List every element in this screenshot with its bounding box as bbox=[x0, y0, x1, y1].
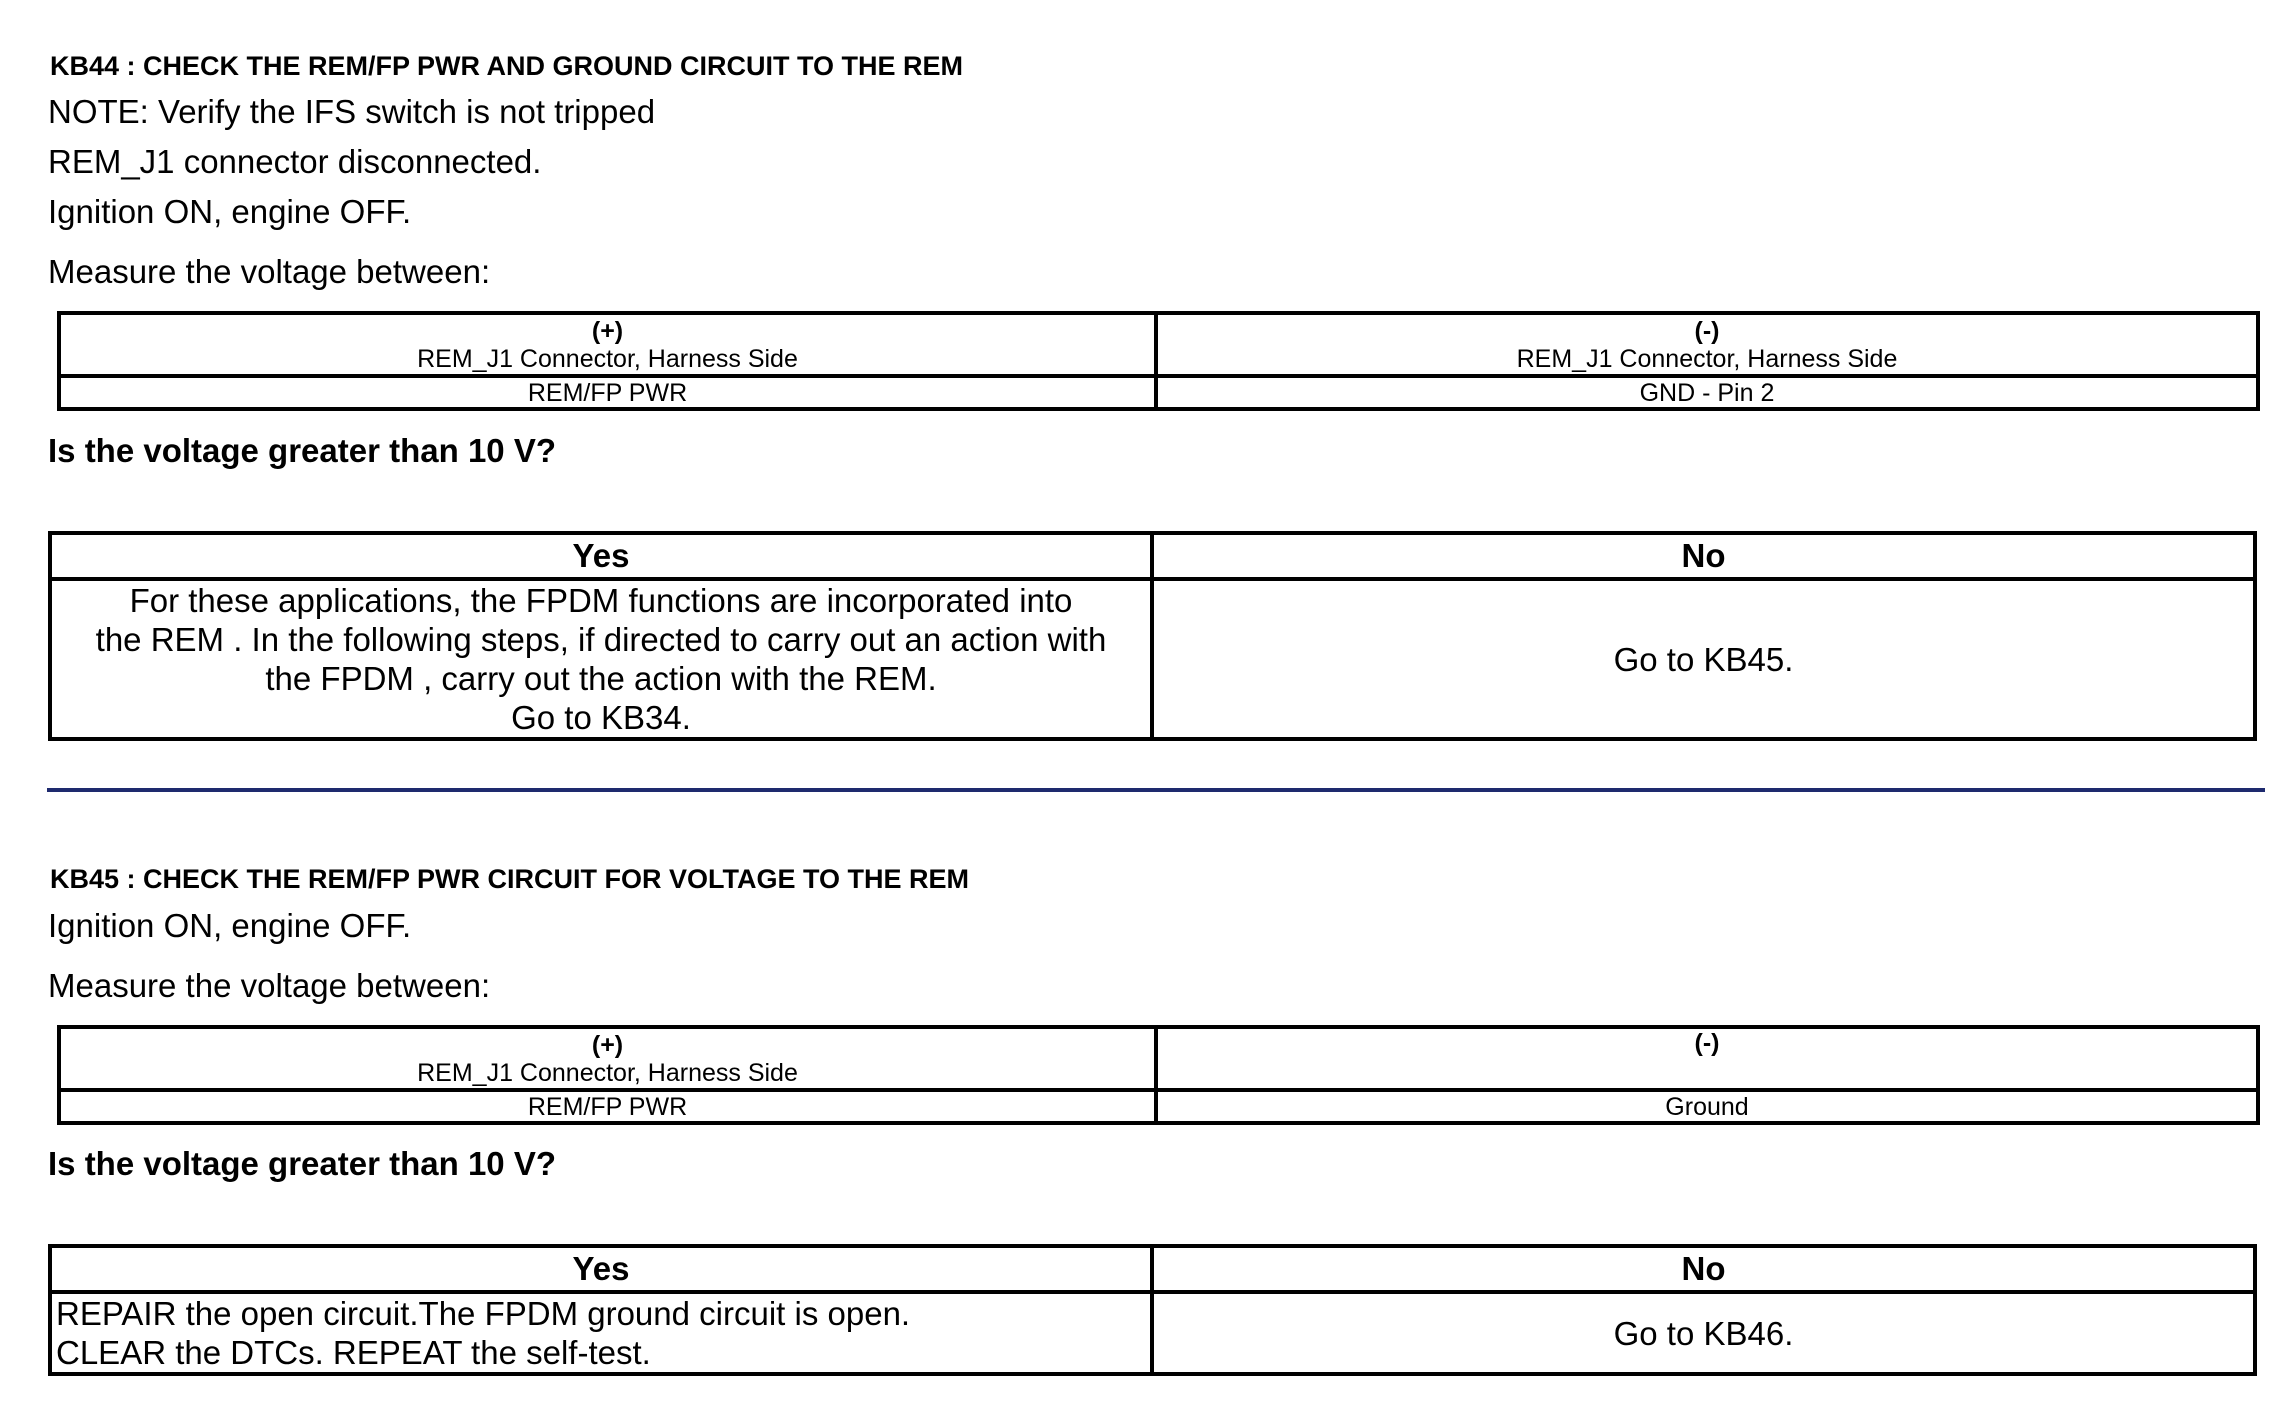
measure-table-kb44 bbox=[57, 311, 2260, 411]
negative-header-cell bbox=[1156, 1027, 2258, 1090]
positive-header-cell bbox=[59, 1027, 1156, 1090]
negative-sign: (-) bbox=[1694, 316, 1720, 345]
no-result: Go to KB45. bbox=[1152, 579, 2255, 739]
yes-header: Yes bbox=[50, 533, 1152, 579]
negative-value: GND - Pin 2 bbox=[1156, 376, 2258, 409]
negative-value: Ground bbox=[1156, 1090, 2258, 1123]
instruction-line: Ignition ON, engine OFF. bbox=[48, 907, 412, 944]
result-table-kb44 bbox=[48, 531, 2257, 741]
section-divider bbox=[47, 788, 2265, 792]
instruction-line: Ignition ON, engine OFF. bbox=[48, 193, 412, 230]
measure-label: Measure the voltage between: bbox=[48, 253, 491, 290]
positive-value: REM/FP PWR bbox=[59, 376, 1156, 409]
positive-sign: (+) bbox=[591, 316, 624, 345]
negative-header-cell bbox=[1156, 313, 2258, 376]
yes-header: Yes bbox=[50, 1246, 1152, 1292]
positive-location: REM_J1 Connector, Harness Side bbox=[417, 344, 798, 373]
no-header: No bbox=[1152, 533, 2255, 579]
measure-label: Measure the voltage between: bbox=[48, 967, 491, 1004]
positive-header-cell bbox=[59, 313, 1156, 376]
result-table-kb45 bbox=[48, 1244, 2257, 1376]
question: Is the voltage greater than 10 V? bbox=[48, 1145, 556, 1182]
yes-result: REPAIR the open circuit.The FPDM ground circuit is open. CLEAR the DTCs. REPEAT the self-test. bbox=[50, 1292, 1152, 1374]
negative-sign: (-) bbox=[1694, 1029, 1720, 1057]
positive-value: REM/FP PWR bbox=[59, 1090, 1156, 1123]
measure-table-kb45 bbox=[57, 1025, 2260, 1125]
section-title-kb45: KB45 : CHECK THE REM/FP PWR CIRCUIT FOR VOLTAGE TO THE REM bbox=[50, 864, 970, 894]
positive-sign: (+) bbox=[591, 1030, 624, 1059]
instruction-line: NOTE: Verify the IFS switch is not tripped bbox=[48, 93, 656, 130]
no-header: No bbox=[1152, 1246, 2255, 1292]
no-result: Go to KB46. bbox=[1152, 1292, 2255, 1374]
negative-location: REM_J1 Connector, Harness Side bbox=[1516, 344, 1898, 373]
question: Is the voltage greater than 10 V? bbox=[48, 432, 556, 469]
section-title-kb44: KB44 : CHECK THE REM/FP PWR AND GROUND CIRCUIT TO THE REM bbox=[50, 51, 964, 81]
yes-result: For these applications, the FPDM functions are incorporated into the REM . In the following steps, if directed to carry out an action with the FPDM , carry out the action with the REM. Go to KB34. bbox=[50, 579, 1152, 739]
positive-location: REM_J1 Connector, Harness Side bbox=[417, 1058, 798, 1087]
instruction-line: REM_J1 connector disconnected. bbox=[48, 143, 542, 180]
